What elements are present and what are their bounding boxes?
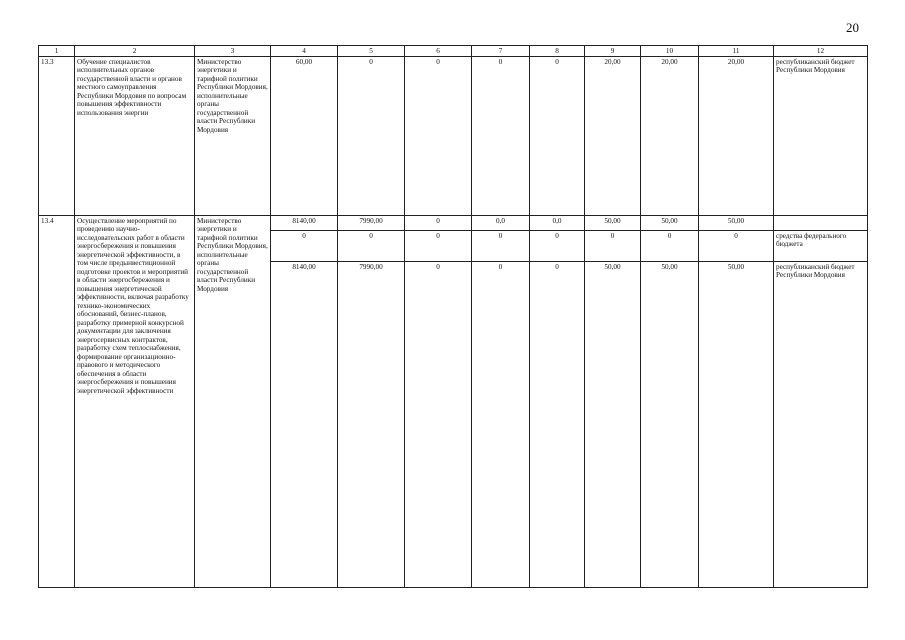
column-header: 2 bbox=[75, 46, 195, 57]
value-cell: 50,00 bbox=[585, 262, 641, 588]
column-header: 4 bbox=[271, 46, 338, 57]
value-cell: 0 bbox=[530, 57, 585, 216]
activity-description: Осуществление мероприятий по проведению научно-исследовательских работ в области энергосбережения и повышения энергетической эффективности, в том числе предынвестиционной подготовке проектов и мероприятий в области энергосбережения и повышения энергетической эффективности, включая разработку технико-экономических обоснований, бизнес-планов, разработку примерной конкурсной документации для заключения энергосервисных контрактов, разработку схем теплоснабжения, формирование организационно-правового и методического обеспечения в области энергосбережения и повышения энергетической эффективности bbox=[75, 216, 195, 588]
value-cell: 50,00 bbox=[641, 262, 699, 588]
value-cell: 0 bbox=[338, 231, 405, 262]
column-header: 5 bbox=[338, 46, 405, 57]
column-header: 11 bbox=[699, 46, 774, 57]
page-number: 20 bbox=[846, 20, 859, 35]
value-cell: 20,00 bbox=[699, 57, 774, 216]
column-header: 12 bbox=[774, 46, 868, 57]
value-cell: 0 bbox=[472, 262, 530, 588]
column-header: 7 bbox=[472, 46, 530, 57]
value-cell: 0 bbox=[699, 231, 774, 262]
value-cell: 0 bbox=[271, 231, 338, 262]
value-cell: 0 bbox=[472, 231, 530, 262]
value-cell: 8140,00 bbox=[271, 216, 338, 231]
program-activities-table bbox=[38, 45, 868, 588]
funding-source: республиканский бюджет Республики Мордовия bbox=[774, 57, 868, 216]
value-cell: 0 bbox=[405, 231, 472, 262]
value-cell: 50,00 bbox=[699, 216, 774, 231]
table-row bbox=[39, 216, 868, 231]
value-cell: 50,00 bbox=[585, 216, 641, 231]
column-number-row bbox=[39, 46, 868, 57]
value-cell: 0,0 bbox=[530, 216, 585, 231]
column-header: 6 bbox=[405, 46, 472, 57]
column-header: 3 bbox=[195, 46, 271, 57]
value-cell: 0 bbox=[530, 262, 585, 588]
value-cell: 7990,00 bbox=[338, 216, 405, 231]
value-cell: 0 bbox=[405, 262, 472, 588]
value-cell: 0,0 bbox=[472, 216, 530, 231]
activity-executor: Министерство энергетики и тарифной политики Республики Мордовия, исполнительные органы государственной власти Республики Мордовия bbox=[195, 216, 271, 588]
value-cell: 0 bbox=[530, 231, 585, 262]
value-cell: 60,00 bbox=[271, 57, 338, 216]
funding-source: средства федерального бюджета bbox=[774, 231, 868, 262]
column-header: 8 bbox=[530, 46, 585, 57]
column-header: 1 bbox=[39, 46, 75, 57]
funding-source bbox=[774, 216, 868, 231]
column-header: 10 bbox=[641, 46, 699, 57]
value-cell: 0 bbox=[585, 231, 641, 262]
value-cell: 20,00 bbox=[641, 57, 699, 216]
row-id: 13.4 bbox=[39, 216, 75, 588]
value-cell: 0 bbox=[405, 57, 472, 216]
value-cell: 0 bbox=[472, 57, 530, 216]
row-id: 13.3 bbox=[39, 57, 75, 216]
value-cell: 8140,00 bbox=[271, 262, 338, 588]
funding-source: республиканский бюджет Республики Мордовия bbox=[774, 262, 868, 588]
table-row bbox=[39, 57, 868, 216]
value-cell: 0 bbox=[338, 57, 405, 216]
value-cell: 50,00 bbox=[699, 262, 774, 588]
activity-executor: Министерство энергетики и тарифной политики Республики Мордовия, исполнительные органы государственной власти Республики Мордовия bbox=[195, 57, 271, 216]
column-header: 9 bbox=[585, 46, 641, 57]
value-cell: 0 bbox=[405, 216, 472, 231]
value-cell: 7990,00 bbox=[338, 262, 405, 588]
value-cell: 0 bbox=[641, 231, 699, 262]
value-cell: 20,00 bbox=[585, 57, 641, 216]
value-cell: 50,00 bbox=[641, 216, 699, 231]
activity-description: Обучение специалистов исполнительных органов государственной власти и органов местного самоуправления Республики Мордовия по вопросам повышения эффективности использования энергии bbox=[75, 57, 195, 216]
